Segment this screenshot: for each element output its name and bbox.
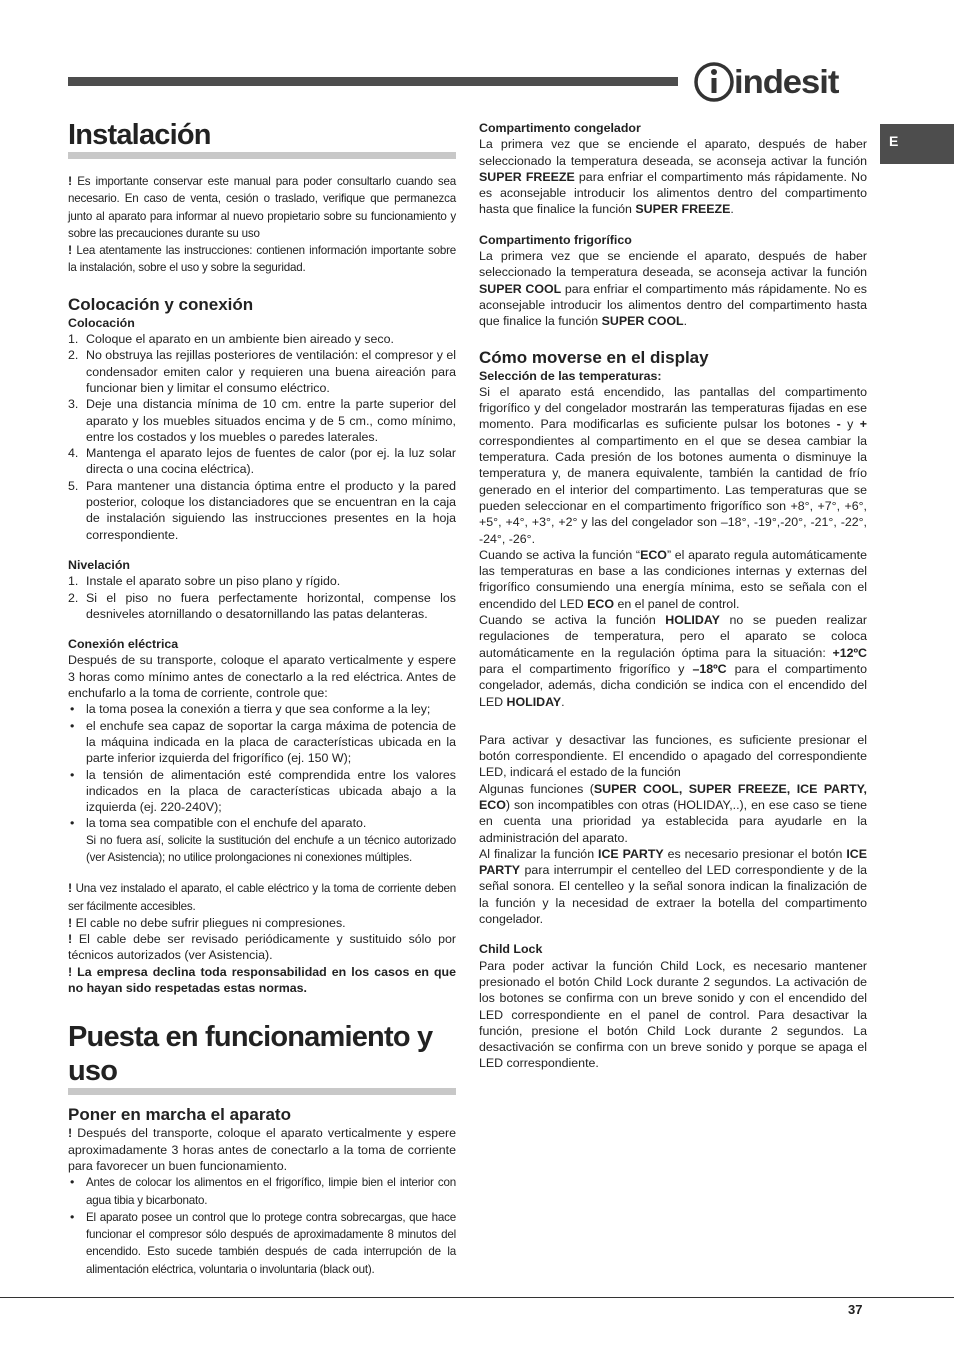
warning-1: ! Una vez instalado el aparato, el cable eléctrico y la toma de corriente deben ser fácilmente accesibles. [68, 881, 456, 913]
heading-nivelacion: Nivelación [68, 557, 130, 572]
heading-compartimento-congelador: Compartimento congelador [479, 121, 641, 135]
list-item: • el enchufe sea capaz de soportar la carga máxima de potencia de la máquina indicada en la placa de características ubicada en la parte inferior izquierda del frigorífico (ej. 150 W); [70, 718, 456, 766]
heading-colocacion-conexion: Colocación y conexión [68, 294, 254, 314]
right-column [479, 120, 867, 1072]
colocacion-list [68, 331, 456, 543]
intro-paragraph-1: ! Es importante conservar este manual para poder consultarlo cuando sea necesario. En caso de venta, cesión o traslado, verifique que permanezca junto al aparato para informar al nuevo propietario sobre su funcionamiento y sobre las precauciones durante su uso [68, 174, 456, 240]
marcha-list [68, 1174, 456, 1278]
heading-compartimento-frigorifico: Compartimento frigorífico [479, 232, 632, 247]
list-item: • la toma posea la conexión a tierra y que sea conforme a la ley; [70, 702, 431, 717]
brand-wordmark: indesit [734, 63, 839, 100]
ice-party-paragraph: Al finalizar la función ICE PARTY es necesario presionar el botón ICE PARTY para interrumpir el centelleo del LED correspondiente y de la señal sonora. El centelleo y la señal sonora indican la finalización de la función y la necesidad de extraer la botella del compartimento congelador. [479, 846, 867, 927]
heading-colocacion: Colocación [68, 315, 135, 330]
congelador-paragraph: La primera vez que se enciende el aparato, después de haber seleccionado la temperatura deseada, se aconseja activar la función SUPER FREEZE para enfriar el compartimento más rápidamente. No es aconsejable introducir los alimentos dentro del compartimento hasta que finalice la función SUPER FREEZE. [479, 137, 868, 217]
warning-4: ! La empresa declina toda responsabilidad en los casos en que no hayan sido respetadas estas normas. [68, 964, 456, 996]
language-tab: E [880, 124, 954, 164]
incompatibles-paragraph: Algunas funciones (SUPER COOL, SUPER FREEZE, ICE PARTY, ECO) son incompatibles con otras (HOLIDAY,..), en ese caso se tiene en cuenta una prioridad ya establecida para ayudarle en la administración del aparato. [479, 781, 867, 845]
list-item: 5. Para mantener una distancia óptima entre el producto y la pared posterior, coloque los distanciadores que se encuentran en la caja de instalación siguiendo las instrucciones presentes en la hoja correspondiente. [68, 478, 456, 542]
indesit-logo [694, 58, 870, 106]
list-item: 4. Mantenga el aparato lejos de fuentes de calor (por ej. la luz solar directa o una cocina eléctrica). [68, 446, 456, 477]
list-item: 3. Deje una distancia mínima de 10 cm. entre la parte superior del aparato y los muebles situados encima y de 5 cm., como mínimo, entre los costados y los muebles o paredes laterales. [68, 397, 456, 444]
heading-poner-en-marcha: Poner en marcha el aparato [68, 1105, 291, 1125]
warning-2: ! El cable no debe sufrir pliegues ni compresiones. [68, 915, 346, 930]
list-item: • Antes de colocar los alimentos en el frigorífico, limpie bien el interior con agua tibia y bicarbonato. [70, 1175, 456, 1207]
title-puesta-en-funcionamiento: Puesta en funcionamiento y uso [68, 1020, 456, 1095]
heading-seleccion-temperaturas: Selección de las temperaturas: [479, 368, 662, 383]
warning-3: ! El cable debe ser revisado periódicamente y sustituido sólo por técnicos autorizados (ver Asistencia). [68, 932, 456, 963]
list-item: 2. No obstruya las rejillas posteriores de ventilación: el compresor y el condensador emiten calor y requieren una buena aireación para funcionar bien y limitar el consumo eléctrico. [68, 348, 456, 395]
title-installation: Instalación [68, 118, 456, 159]
list-item: • la tensión de alimentación esté comprendida entre los valores indicados en la placa de características ubicada abajo a la izquierda (ej. 220-240V); [70, 767, 456, 815]
intro-paragraph-2: ! Lea atentamente las instrucciones: contienen información importante sobre la instalación, sobre el uso y sobre la seguridad. [68, 243, 456, 275]
conexion-intro: Después de su transporte, coloque el aparato verticalmente y espere 3 horas como mínimo antes de conectarlo a la red eléctrica. Antes de enchufarlo a la toma de corriente, controle que: [68, 653, 456, 701]
eco-paragraph: Cuando se activa la función “ECO” el aparato regula automáticamente las temperaturas en base a las condiciones internas y externas del frigorífico consumiendo una energía mínima, esto se señala con el encendido del LED ECO en el panel de control. [479, 547, 868, 611]
list-item: 2. Si el piso no fuera perfectamente horizontal, compense los desniveles atornillando o desatornillando las patas delanteras. [68, 590, 456, 621]
holiday-paragraph: Cuando se activa la función HOLIDAY no se pueden realizar regulaciones de temperatura, pero el aparato se coloca automáticamente en la regulación óptima para la situación: +12ºC para el compartimento frigorífico y –18ºC para el compartimento congelador, además, dicha condición se indica con el encendido del LED HOLIDAY. [479, 613, 867, 709]
footer-rule [0, 1297, 954, 1298]
list-item: 1. Coloque el aparato en un ambiente bien aireado y seco. [68, 332, 394, 347]
left-column [68, 118, 456, 1278]
conexion-list [68, 701, 456, 866]
page-number: 37 [848, 1302, 863, 1317]
heading-como-moverse-display: Cómo moverse en el display [479, 347, 709, 367]
logo-i-icon [694, 58, 734, 106]
list-item: 1. Instale el aparato sobre un piso plano y rígido. [68, 574, 341, 589]
heading-conexion-electrica: Conexión eléctrica [68, 637, 179, 652]
frigorifico-paragraph: La primera vez que se enciende el aparato, después de haber seleccionado la temperatura deseada, se aconseja activar la función SUPER COOL para enfriar el compartimento más rápidamente. No es aconsejable introducir los alimentos dentro del compartimento hasta que finalice la función SUPER COOL. [479, 249, 867, 329]
nivelacion-list [68, 573, 456, 622]
header-rule [68, 77, 678, 86]
child-lock-paragraph: Para poder activar la función Child Lock, es necesario mantener presionado el botón Child Lock durante 2 segundos. La activación de los botones se confirma con un breve sonido y con el encendido del LED correspondiente en el panel de control. Para desactivar la función, presione el botón Child Lock durante 2 segundos. La desactivación se confirma con un breve sonido y porque se apaga el LED correspondiente. [479, 958, 867, 1071]
marcha-intro: ! Después del transporte, coloque el aparato verticalmente y espere aproximadamente 3 horas antes de conectarlo a la toma de corriente para favorecer un buen funcionamiento. [68, 1126, 456, 1173]
list-item: • El aparato posee un control que lo protege contra sobrecargas, que hace funcionar el compresor sólo después de aproximadamente 8 minutos del encendido. Esto sucede también después de cada interrupción de la alimentación eléctrica, voluntaria o involuntaria (black out). [70, 1209, 456, 1276]
list-item: • la toma sea compatible con el enchufe del aparato. Si no fuera así, solicite la sustitución del enchufe a un técnico autorizado (ver Asistencia); no utilice prolongaciones ni conexiones múltiples. [70, 816, 456, 864]
heading-child-lock: Child Lock [479, 942, 543, 957]
activar-paragraph: Para activar y desactivar las funciones, es suficiente presionar el botón correspondiente. El encendido o apagado del correspondiente LED, indicará el estado de la función [479, 732, 867, 780]
seleccion-paragraph: Si el aparato está encendido, las pantallas del compartimento frigorífico y del congelador mostrarán las temperaturas fijadas en ese momento. Para modificarlas es suficiente pulsar los botones - y + correspondientes al compartimento en el que se desea cambiar la temperatura. Cada presión de los botones aumenta o disminuye la temperatura y, de manera equivalente, también la cantidad de frío generado en el interior del compartimento. Las temperaturas que se pueden seleccionar en el compartimento frigorífico son +8°, +7°, +6°, +5°, +4°, +3°, +2° y las del congelador son –18°, -19°,-20°, -21°, -22°, -24°, -26°. [479, 384, 867, 546]
